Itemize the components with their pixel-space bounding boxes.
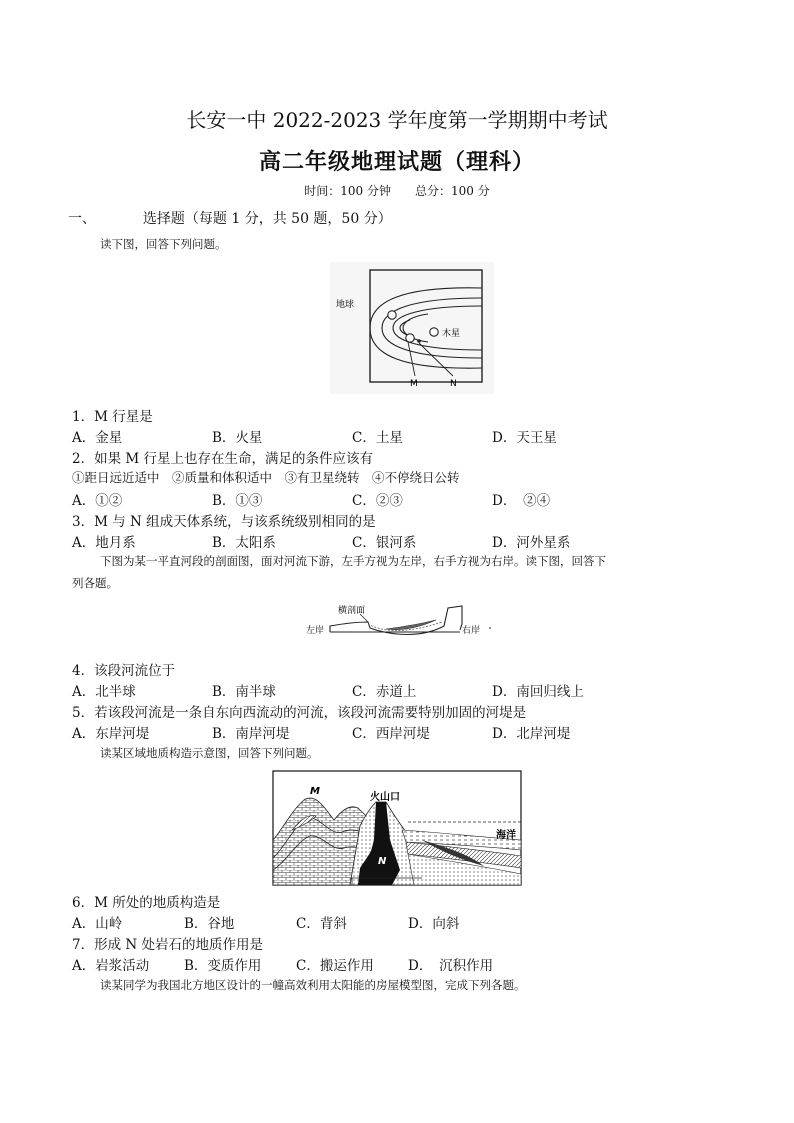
section-heading — [68, 208, 392, 228]
q5-option-c: C．西岸河堤 — [352, 726, 430, 742]
q4-option-c: C．赤道上 — [352, 684, 417, 700]
q7-option-d: D． 沉积作用 — [408, 958, 494, 974]
q6-option-d: D．向斜 — [408, 916, 460, 932]
question-1-stem: 1．M 行星是 — [72, 409, 153, 425]
q6-option-c: C．背斜 — [296, 916, 347, 932]
q7-option-b: B．变质作用 — [184, 958, 262, 974]
q4-option-d: D．南回归线上 — [492, 684, 584, 700]
q5-option-a: A．东岸河堤 — [72, 726, 150, 742]
question-5-stem: 5．若该段河流是一条自东向西流动的河流，该段河流需要特别加固的河堤是 — [72, 705, 527, 721]
question-7-stem: 7．形成 N 处岩石的地质作用是 — [72, 937, 263, 953]
q1-option-d: D．天王星 — [492, 430, 557, 446]
label-right-bank: 右岸 — [462, 626, 481, 636]
q2-option-c: C．②③ — [352, 493, 403, 509]
q3-option-d: D．河外星系 — [492, 535, 571, 551]
question-2-stem: 2．如果 M 行星上也存在生命，满足的条件应该有 — [72, 451, 373, 467]
label-ocean: 海洋 — [496, 830, 516, 841]
label-jupiter: 木星 — [442, 329, 461, 339]
label-crater: 火山口 — [370, 792, 400, 803]
intro-3: 读某区域地质构造示意图，回答下列问题。 — [100, 746, 319, 760]
q4-option-a: A．北半球 — [72, 684, 136, 700]
intro-1: 读下图，回答下列问题。 — [100, 237, 227, 251]
question-6-stem: 6．M 所处的地质构造是 — [72, 895, 221, 911]
label-left-bank: 左岸 — [306, 626, 325, 636]
q6-option-b: B．谷地 — [184, 916, 235, 932]
geology-figure — [272, 770, 522, 886]
river-section-figure — [302, 600, 498, 646]
q2-option-a: A．①② — [72, 493, 123, 509]
q2-conditions: ①距日远近适中 ②质量和体积适中 ③有卫星绕转 ④不停绕日公转 — [72, 470, 460, 485]
label-m: M — [410, 379, 418, 389]
label-n: N — [450, 379, 457, 389]
section-title: 选择题（每题 1 分，共 50 题，50 分） — [142, 211, 392, 227]
q3-option-a: A．地月系 — [72, 535, 136, 551]
q2-option-b: B．①③ — [212, 493, 263, 509]
solar-orbit-figure — [330, 262, 494, 394]
q3-option-c: C．银河系 — [352, 535, 417, 551]
q1-option-a: A．金星 — [72, 430, 123, 446]
q2-option-d: D． ②④ — [492, 493, 551, 509]
exam-subtitle: 高二年级地理试题（理科） — [258, 149, 535, 175]
q1-option-b: B．火星 — [212, 430, 263, 446]
label-m: M — [310, 786, 320, 797]
label-earth: 地球 — [336, 300, 355, 310]
question-4-stem: 4．该段河流位于 — [72, 663, 176, 679]
intro-2-line-2: 列各题。 — [72, 576, 118, 590]
exam-title: 长安一中 2022-2023 学年度第一学期期中考试 — [186, 108, 608, 132]
q5-option-b: B．南岸河堤 — [212, 726, 290, 742]
q4-option-b: B．南半球 — [212, 684, 276, 700]
q7-option-c: C．搬运作用 — [296, 958, 374, 974]
question-3-stem: 3．M 与 N 组成天体系统，与该系统级别相同的是 — [72, 514, 376, 530]
section-number: 一、 — [68, 211, 96, 227]
q6-option-a: A．山岭 — [72, 916, 123, 932]
intro-4: 读某同学为我国北方地区设计的一幢高效利用太阳能的房屋模型图，完成下列各题。 — [100, 978, 526, 992]
q1-option-c: C．土星 — [352, 430, 403, 446]
q7-option-a: A．岩浆活动 — [72, 958, 150, 974]
q3-option-b: B．太阳系 — [212, 535, 276, 551]
label-n: N — [378, 856, 387, 867]
exam-meta: 时间：100 分钟 总分：100 分 — [304, 184, 490, 198]
intro-2-line-1: 下图为某一平直河段的剖面图，面对河流下游，左手方视为左岸，右手方视为右岸。读下图，回答下 — [100, 554, 606, 568]
label-cross-section: 横剖面 — [338, 606, 366, 616]
q5-option-d: D．北岸河堤 — [492, 726, 571, 742]
